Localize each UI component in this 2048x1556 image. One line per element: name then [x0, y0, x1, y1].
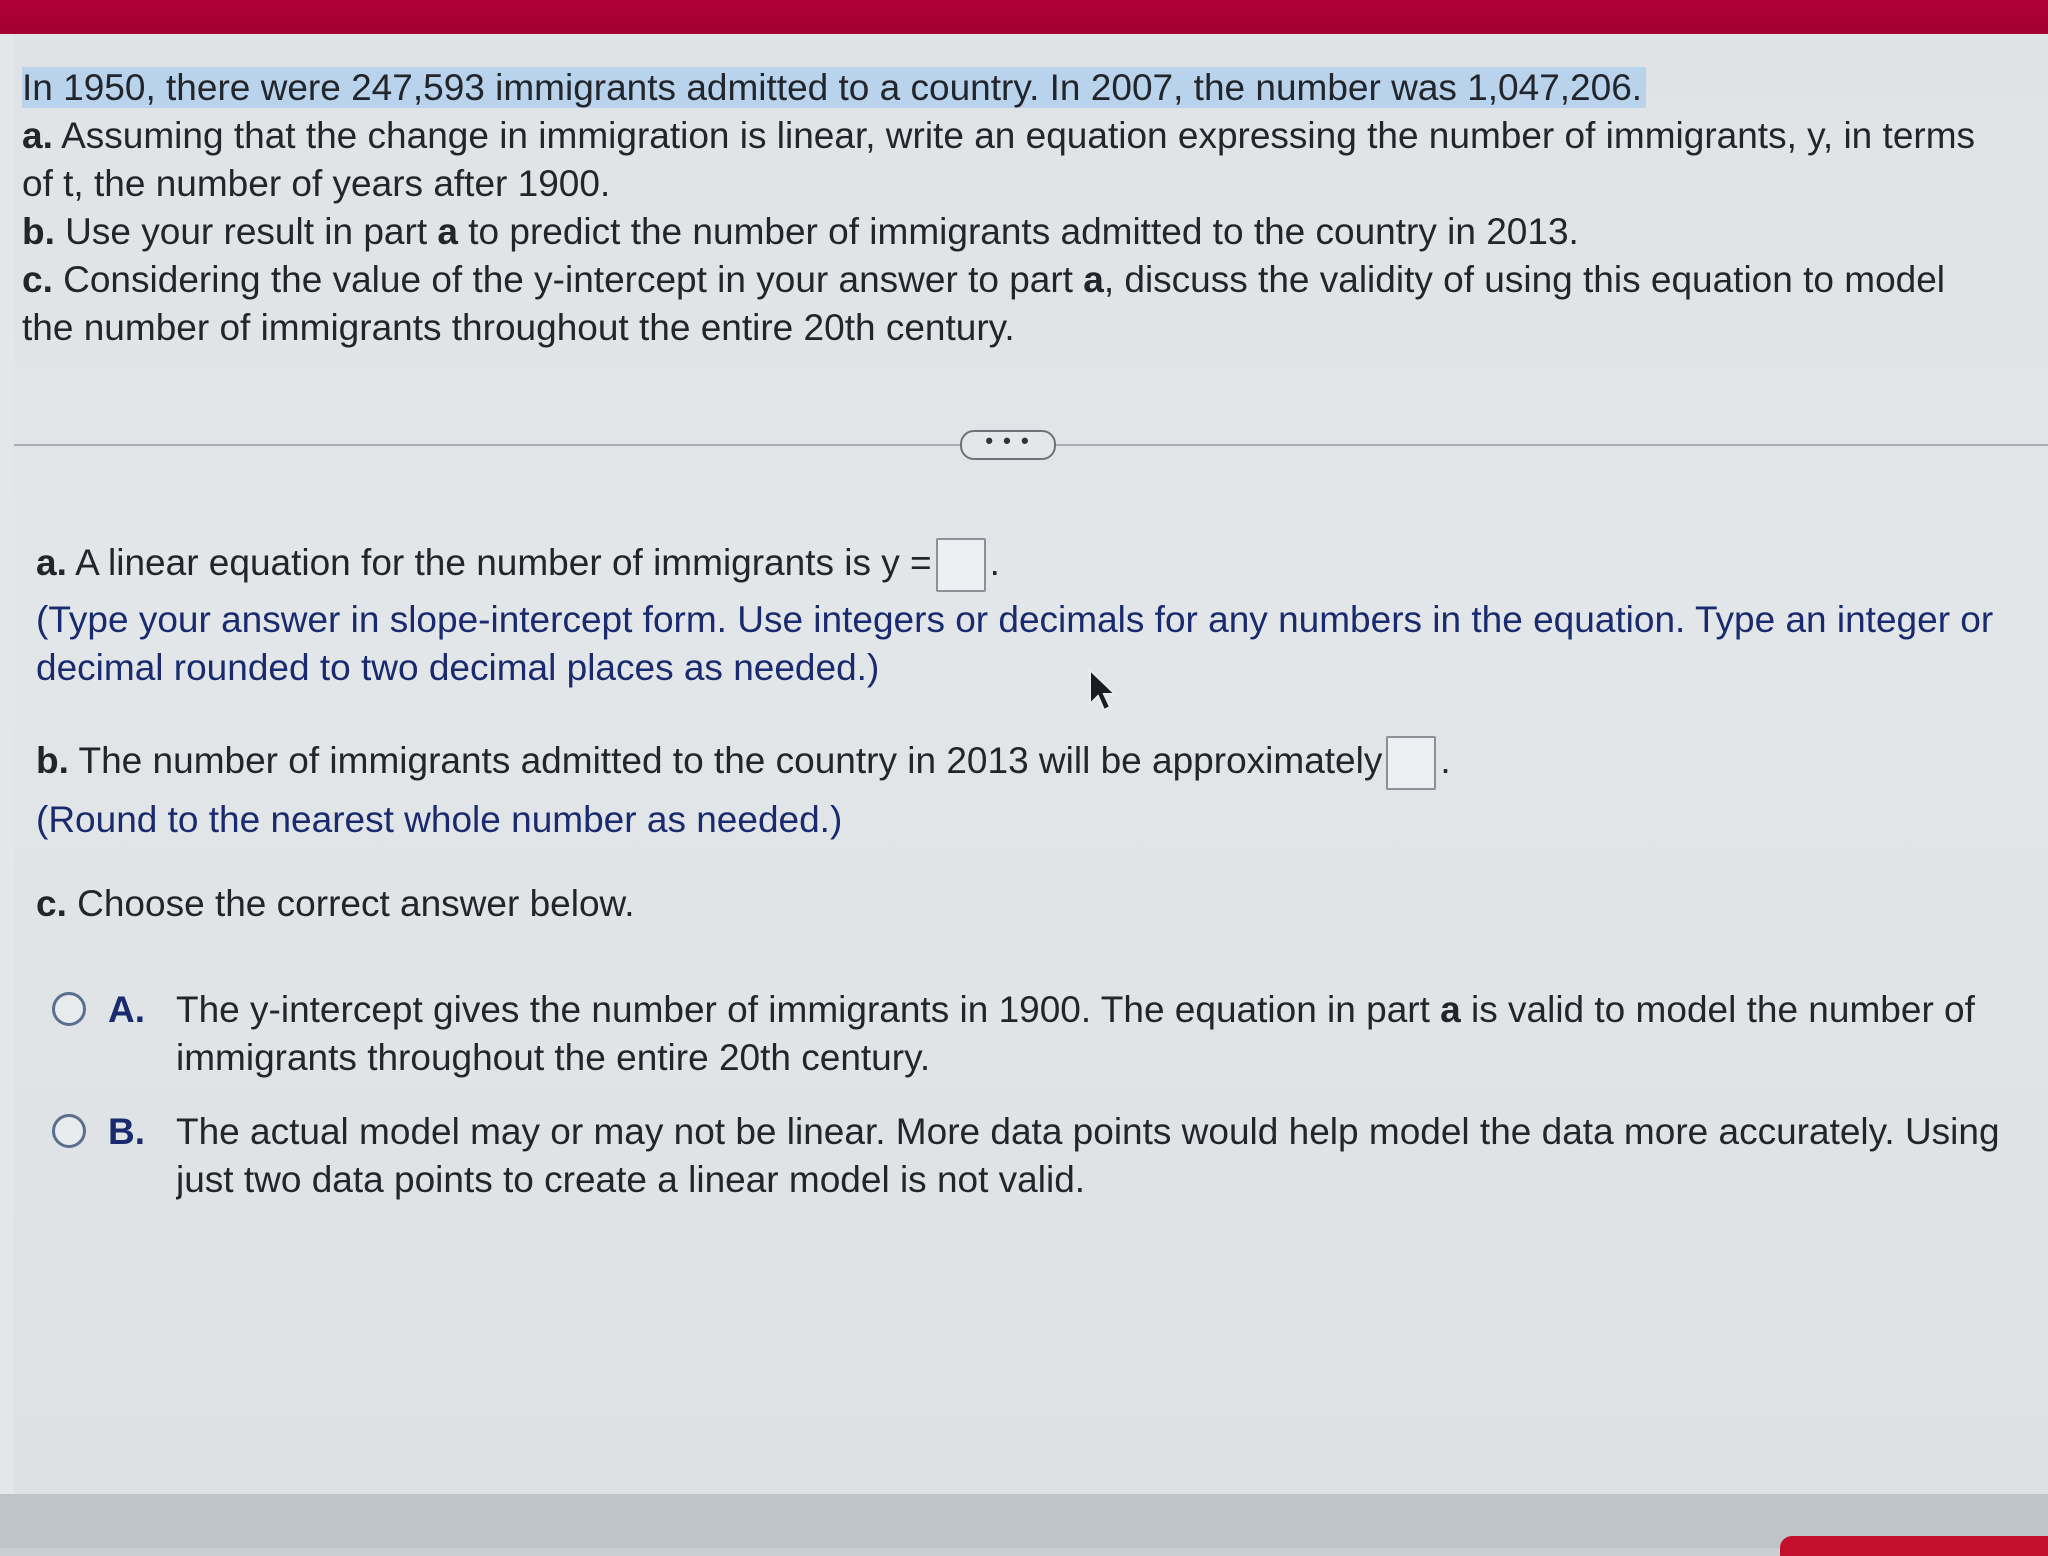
choice-a[interactable]	[36, 986, 2036, 1082]
answer-a-period: .	[989, 541, 1000, 583]
choice-a-bold: a	[1440, 989, 1461, 1030]
answer-c-label: c.	[36, 883, 67, 924]
answer-a-text: A linear equation for the number of immigrants is y =	[66, 541, 932, 583]
question-part-a-line1	[22, 112, 2032, 160]
section-divider	[14, 430, 2048, 460]
answer-b-line	[36, 736, 2036, 790]
answer-c-line	[36, 880, 2036, 928]
answer-a-block	[36, 538, 2036, 692]
prediction-input[interactable]	[1386, 736, 1436, 790]
answer-b-label: b.	[36, 739, 69, 781]
answer-b-note: (Round to the nearest whole number as needed.)	[36, 799, 843, 840]
equation-input[interactable]	[936, 538, 986, 592]
answer-b-block	[36, 736, 2036, 844]
answer-b-period: .	[1440, 739, 1451, 781]
choice-b[interactable]	[36, 1108, 2036, 1204]
part-b-bold: a	[437, 211, 458, 252]
question-part-c-line1	[22, 256, 2032, 304]
question-intro-line	[22, 64, 2032, 112]
part-c-text-pre: Considering the value of the y-intercept in your answer to part	[52, 259, 1084, 300]
answer-c-block	[36, 880, 2036, 928]
mouse-pointer-icon	[1088, 668, 1118, 714]
choice-a-text-pre: The y-intercept gives the number of immigrants in 1900. The equation in part	[176, 989, 1441, 1030]
part-c-label: c.	[22, 259, 53, 300]
bottom-action-button[interactable]	[1780, 1536, 2048, 1556]
answer-a-line	[36, 538, 2036, 592]
question-part-a-line2: of t, the number of years after 1900.	[22, 163, 611, 204]
part-b-text-post: to predict the number of immigrants admitted to the country in 2013.	[457, 211, 1579, 252]
choice-a-radio[interactable]	[52, 992, 86, 1026]
choice-b-line1: The actual model may or may not be linear. More data points would help model the data more accurately. Using	[176, 1111, 2000, 1152]
bottom-toolbar	[0, 1494, 2048, 1548]
question-part-c-line2: the number of immigrants throughout the entire 20th century.	[22, 307, 1015, 348]
choice-a-line2: immigrants throughout the entire 20th century.	[176, 1037, 931, 1078]
answer-a-note-line1: (Type your answer in slope-intercept form. Use integers or decimals for any numbers in the equation. Type an integer or	[36, 599, 1994, 640]
part-c-text-post: , discuss the validity of using this equation to model	[1103, 259, 1946, 300]
question-part-b	[22, 208, 2032, 256]
choice-b-letter: B.	[108, 1111, 145, 1152]
choice-a-line1	[176, 986, 2036, 1034]
part-b-label: b.	[22, 211, 55, 252]
answer-section	[36, 538, 2036, 1204]
choice-b-radio[interactable]	[52, 1114, 86, 1148]
part-b-text-pre: Use your result in part	[54, 211, 438, 252]
answer-c-text: Choose the correct answer below.	[66, 883, 635, 924]
part-a-text: Assuming that the change in immigration is linear, write an equation expressing the number of immigrants, y, in terms	[52, 115, 1976, 156]
question-intro: In 1950, there were 247,593 immigrants admitted to a country. In 2007, the number was 1,047,206.	[22, 67, 1646, 108]
expand-more-button[interactable]: • • •	[960, 430, 1056, 460]
top-header-bar	[0, 0, 2048, 34]
answer-b-text: The number of immigrants admitted to the country in 2013 will be approximately	[68, 739, 1383, 781]
choice-b-line2: just two data points to create a linear model is not valid.	[176, 1159, 1086, 1200]
answer-a-label: a.	[36, 541, 67, 583]
choice-a-text-post: is valid to model the number of	[1460, 989, 1975, 1030]
answer-a-note-line2: decimal rounded to two decimal places as needed.)	[36, 647, 880, 688]
choice-a-letter: A.	[108, 989, 145, 1030]
part-c-bold: a	[1083, 259, 1104, 300]
part-a-label: a.	[22, 115, 53, 156]
question-text	[22, 64, 2032, 352]
